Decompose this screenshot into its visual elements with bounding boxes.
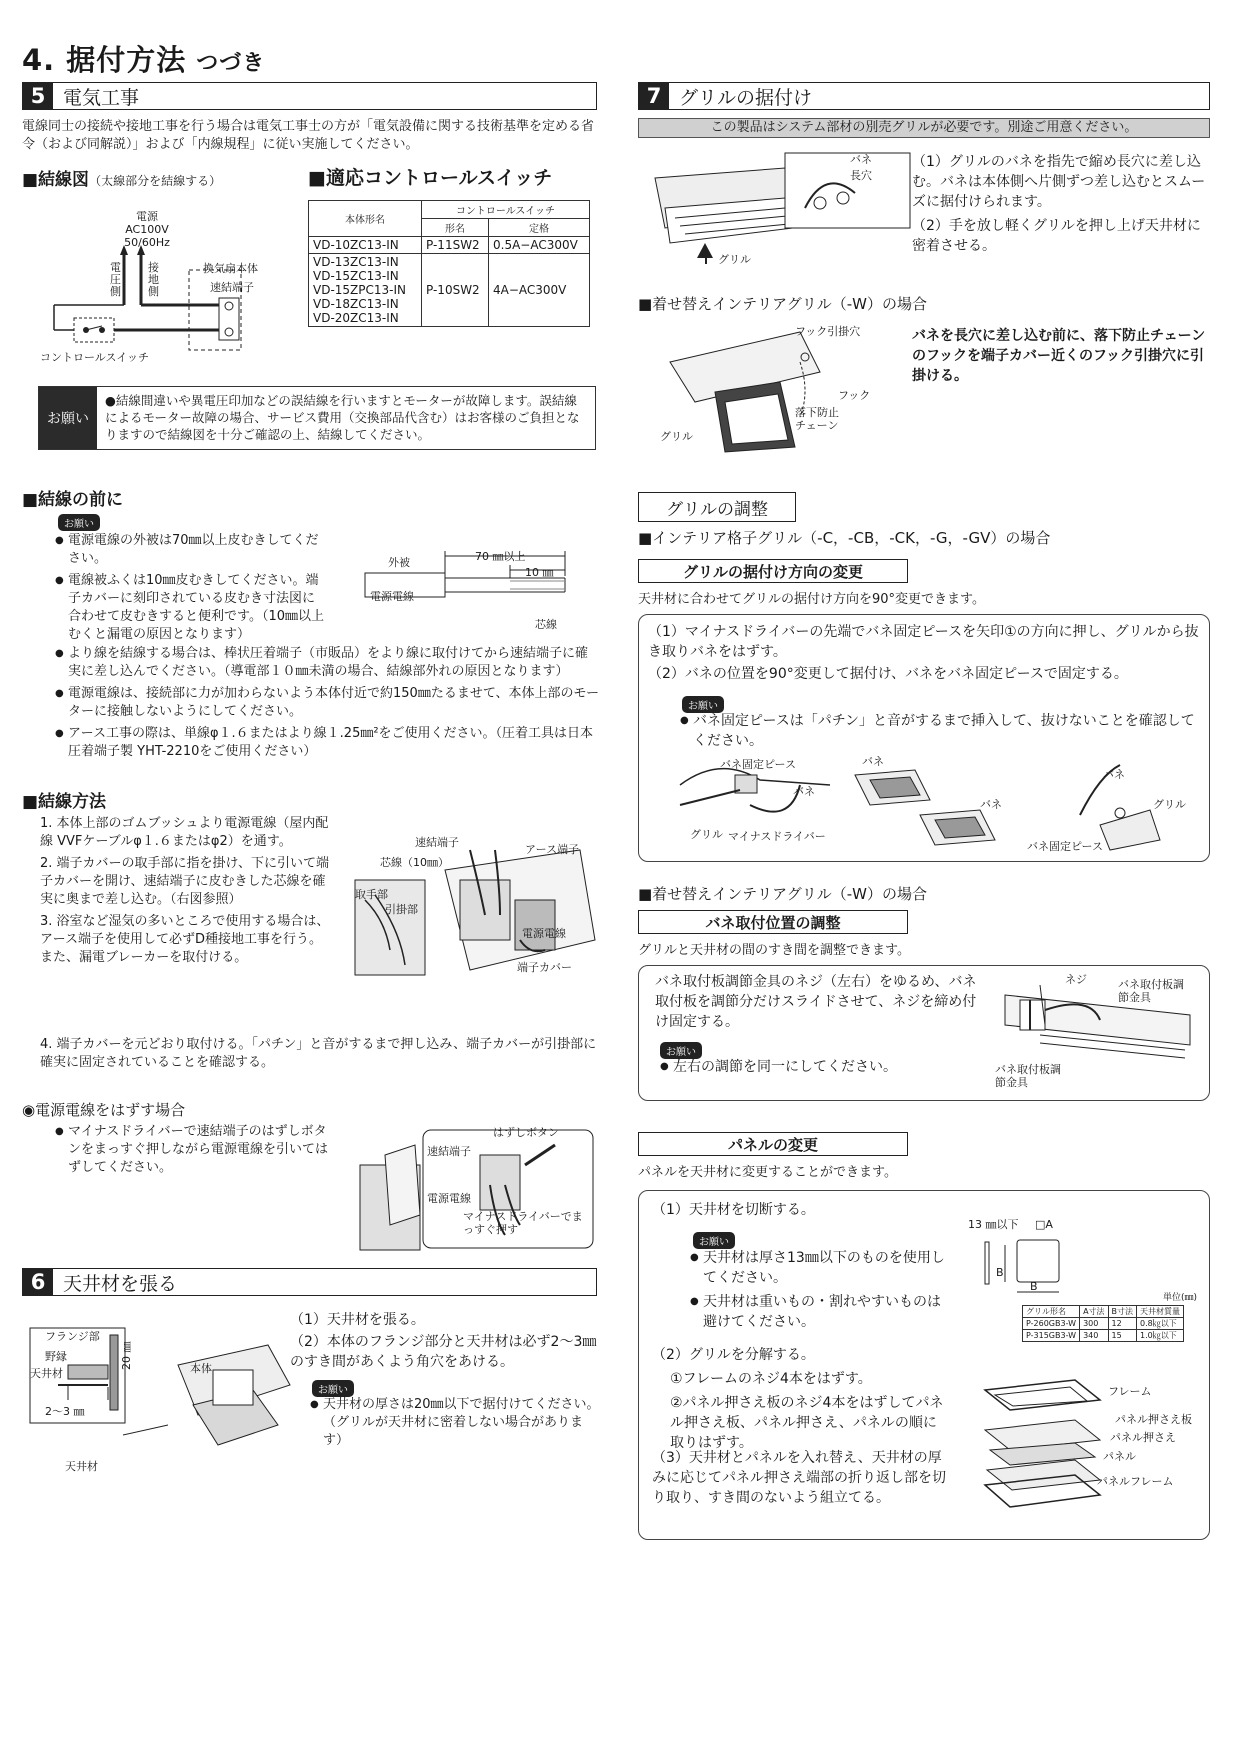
method-wire-label: 電源電線 <box>522 927 566 940</box>
table-row <box>309 254 590 327</box>
list-item: ● 電源電線は、接続部に力が加わらないよう本体付近で約150㎜たるませて、本体上部のモーターに接触しないようにしてください。 <box>55 685 600 721</box>
table-row <box>1023 1330 1184 1342</box>
dim-header: B寸法 <box>1108 1306 1137 1318</box>
panel-step-1: （1）天井材を切断する。 <box>652 1202 815 1218</box>
dim-cell: 300 <box>1080 1318 1108 1330</box>
warning-box <box>38 386 596 450</box>
ceiling-diagram <box>28 1325 293 1465</box>
panel-substeps <box>670 1369 945 1453</box>
wiring-steps-a <box>40 815 330 967</box>
earth-terminal-label: アース端子 <box>525 843 580 856</box>
onegai-tag: お願い <box>312 1380 354 1397</box>
spring-position-head: バネ取付位置の調整 <box>638 910 908 934</box>
section-7-steps <box>912 152 1210 256</box>
dim-cell: 12 <box>1108 1318 1137 1330</box>
lattice-grill-heading: ■インテリア格子グリル（-C，-CB，-CK，-G，-GV）の場合 <box>638 529 1051 547</box>
dim-header: グリル形名 <box>1023 1306 1080 1318</box>
section-5-title: 電気工事 <box>63 86 140 109</box>
driver-tool-label: マイナスドライバー <box>728 830 826 843</box>
section-6-number: 6 <box>23 1269 53 1295</box>
direction-spring-label-3: バネ <box>980 798 1002 811</box>
dim-cell: P-315GB3-W <box>1023 1330 1080 1342</box>
twenty-mm-label: 20 ㎜ <box>120 1341 133 1370</box>
sheath-label: 外被 <box>388 556 410 569</box>
terminal-cover-label: 端子カバー <box>517 961 572 974</box>
table-row <box>309 237 590 254</box>
wiring-diagram-heading <box>22 165 221 190</box>
wiring-step-4: 4. 端子カバーを元どおり取付ける。「パチン」と音がするまで押し込み、端子カバーが引掛部に確実に固定されていることを確認する。 <box>40 1037 597 1070</box>
dim-header: A寸法 <box>1080 1306 1108 1318</box>
power-ac: AC100V <box>125 223 169 236</box>
grill-step: （2）手を放し軽くグリルを押し上げ天井材に密着させる。 <box>912 218 1201 254</box>
spring-intro: グリルと天井材の間のすき間を調整できます。 <box>638 943 910 958</box>
list-item: ● マイナスドライバーで速結端子のはずしボタンをまっすぐ押しながら電源電線を引いてはずしてください。 <box>55 1123 335 1177</box>
core-wire-label: 芯線 <box>535 618 557 631</box>
interior-grill-heading-2: ■着せ替えインテリアグリル（-W）の場合 <box>638 885 927 903</box>
dim-cell: 0.8㎏以下 <box>1137 1318 1184 1330</box>
section-6-tag <box>312 1378 354 1397</box>
list-item: ● より線を結線する場合は、棒状圧着端子（市販品）をより線に取付けてから速結端子に確実に差し込んでください。（導電部１０㎜未満の場合、結線部外れの原因となります） <box>55 645 600 681</box>
screw-label: ネジ <box>1065 973 1087 986</box>
grill-label: グリル <box>718 253 751 266</box>
interior-grill-heading: ■着せ替えインテリアグリル（-W）の場合 <box>638 295 927 313</box>
control-switch-heading: ■適応コントロールスイッチ <box>308 167 553 189</box>
dim-header: 天井材質量 <box>1137 1306 1184 1318</box>
power-text: 電源 <box>136 210 158 223</box>
table-header-type: 形名 <box>422 219 489 237</box>
chain-label: 落下防止チェーン <box>795 406 839 432</box>
bracket-label: バネ取付板調節金具 <box>1118 978 1184 1004</box>
thickness-label: 13 ㎜以下 <box>968 1218 1019 1231</box>
power-label <box>112 210 182 249</box>
removal-wire-label: 電源電線 <box>427 1192 471 1205</box>
section-6-steps <box>290 1310 600 1372</box>
panel-frame-label: パネルフレーム <box>1097 1475 1174 1488</box>
section-7-header <box>638 82 1210 110</box>
wiring-step: 2. 端子カバーの取手部に指を掛け、下に引いて端子カバーを開け、速結端子に皮むきした芯線を確実に奥まで差し込む。（右図参照） <box>40 856 330 907</box>
direction-spring-label-2: バネ <box>862 755 884 768</box>
ceiling-label-bottom: 天井材 <box>65 1460 98 1473</box>
frame-label: フレーム <box>1108 1385 1152 1398</box>
panel-change-head: パネルの変更 <box>638 1132 908 1156</box>
grill-install-diagram <box>645 148 915 266</box>
panel-label: パネル <box>1103 1450 1136 1463</box>
body-label: 本体 <box>190 1362 212 1375</box>
direction-grill-label: グリル <box>690 828 723 841</box>
ceiling-step: （2）本体のフランジ部分と天井材は必ず2～3㎜のすき間があくよう角穴をあける。 <box>290 1334 597 1370</box>
model-item: VD-13ZC13-IN <box>313 255 399 269</box>
spring-notes <box>660 1057 980 1077</box>
page-title-main: 4. 据付方法 <box>22 43 187 77</box>
before-list-a <box>55 532 327 644</box>
driver-label: マイナスドライバーでまっすぐ押す <box>463 1210 583 1236</box>
list-item: ● 天井材は厚さ13㎜以下のものを使用してください。 <box>690 1248 945 1288</box>
dimension-drawing <box>975 1230 1075 1300</box>
dim-cell: 15 <box>1108 1330 1137 1342</box>
panel-notes <box>690 1248 945 1332</box>
square-a-label: □A <box>1035 1218 1053 1231</box>
panel-step-3: （3）天井材とパネルを入れ替え、天井材の厚みに応じてパネル押さえ端部の折り返し部を切り取り、すき間のないよう組立てる。 <box>652 1450 946 1506</box>
section-5-header <box>22 82 597 110</box>
hook-hole-label: フック引掛穴 <box>795 325 861 338</box>
warning-text: ●結線間違いや異電圧印加などの誤結線を行いますとモーターが故障します。誤結線によるモーター故障の場合、サービス費用（交換部品代含む）はお客様のご負担となりますので結線図を十分ご確認の上、結線してください。 <box>97 387 595 449</box>
panel-holder-label: パネル押さえ <box>1110 1431 1176 1444</box>
control-switch-table <box>308 200 590 327</box>
section-7-number: 7 <box>639 83 669 109</box>
terminal-label: 速結端子 <box>210 281 254 294</box>
direction-step: （1）マイナスドライバーの先端でバネ固定ピースを矢印①の方向に押し、グリルから抜き取りバネをはずす。 <box>648 624 1199 660</box>
section-5-number: 5 <box>23 83 53 109</box>
model-item: VD-15ZC13-IN <box>313 269 399 283</box>
direction-notes <box>680 711 1200 751</box>
dim-b-label: B <box>996 1266 1004 1279</box>
wiring-diagram-heading-text: ■結線図 <box>22 170 90 190</box>
page-title-suffix: つづき <box>196 51 266 76</box>
spring-text: バネ取付板調節金具のネジ（左右）をゆるめ、バネ取付板を調節分だけスライドさせて、ネジを締め付け固定する。 <box>655 974 977 1030</box>
table-row <box>1023 1318 1184 1330</box>
fan-body-label: 換気扇本体 <box>203 262 258 275</box>
model-item: VD-15ZPC13-IN <box>313 283 406 297</box>
chain-diagram <box>660 322 910 452</box>
before-tag <box>58 512 100 531</box>
slot-label: 長穴 <box>850 169 872 182</box>
onegai-tag: お願い <box>693 1232 735 1249</box>
release-button-label: はずしボタン <box>493 1126 559 1139</box>
wiring-method-heading: ■結線方法 <box>22 792 107 812</box>
warning-label: お願い <box>47 411 89 427</box>
list-item: ● アース工事の際は、単線φ１.６またはより線１.25㎜²をご使用ください。（圧着工具は日本圧着端子製 YHT-2210をご使用ください） <box>55 725 600 761</box>
hook-part-label: 引掛部 <box>385 903 418 916</box>
list-item: ● 電源電線の外被は70㎜以上皮むきしてください。 <box>55 532 327 568</box>
onegai-tag: お願い <box>58 514 100 531</box>
required-grill-banner: この製品はシステム部材の別売グリルが必要です。別途ご用意ください。 <box>638 118 1210 138</box>
section-6-title: 天井材を張る <box>63 1272 178 1295</box>
voltage-side-label: 電圧側 <box>110 261 121 298</box>
page-title <box>22 38 265 79</box>
table-header-model: 本体形名 <box>309 201 422 237</box>
ground-side-label: 接地側 <box>148 261 159 298</box>
onegai-tag: お願い <box>682 696 724 713</box>
direction-grill-label-2: グリル <box>1153 798 1186 811</box>
list-item: ● 左右の調節を同一にしてください。 <box>660 1057 980 1077</box>
wiring-step: 1. 本体上部のゴムブッシュより電源電線（屋内配線 VVFケーブルφ１.６またはφ2）を通す。 <box>40 816 329 849</box>
table-cell-rating: 0.5A−AC300V <box>489 237 590 254</box>
length-10-label: 10 ㎜ <box>525 566 554 579</box>
direction-steps <box>648 622 1203 684</box>
model-item: VD-20ZC13-IN <box>313 311 399 325</box>
direction-spring-label: バネ <box>793 785 815 798</box>
table-cell-models <box>309 254 422 327</box>
bracket-label-2: バネ取付板調節金具 <box>995 1063 1061 1089</box>
control-switch-label: コントロールスイッチ <box>40 351 150 364</box>
dim-cell: 1.0㎏以下 <box>1137 1330 1184 1342</box>
spring-label: バネ <box>850 153 872 166</box>
length-70-label: 70 ㎜以上 <box>475 550 526 563</box>
direction-step: （2）バネの位置を90°変更して据付け、バネをバネ固定ピースで固定する。 <box>648 666 1128 682</box>
section-7-title: グリルの据付け <box>679 86 813 109</box>
spring-piece-label-2: バネ固定ピース <box>1027 840 1104 853</box>
power-wire-label: 電源電線 <box>370 590 414 603</box>
spring-piece-label: バネ固定ピース <box>720 758 797 771</box>
power-hz: 50/60Hz <box>124 236 170 249</box>
removal-terminal-label: 速結端子 <box>427 1145 471 1158</box>
onegai-tag: お願い <box>660 1042 702 1059</box>
flange-label: フランジ部 <box>45 1330 100 1343</box>
list-item: ● 電線被ふくは10㎜皮むきしてください。端子カバーに刻印されている皮むき寸法図に合わせて皮むきすると便利です。（10㎜以上むくと漏電の原因となります） <box>55 572 327 644</box>
section-5-intro: 電線同士の接続や接地工事を行う場合は電気工事士の方が「電気設備に関する技術基準を定める省令（および同解説）」および「内線規程」に従い実施してください。 <box>22 119 595 152</box>
list-item: ● 天井材は重いもの・割れやすいものは避けてください。 <box>690 1292 945 1332</box>
grill-step: （1）グリルのバネを指先で縮め長穴に差し込む。バネは本体側へ片側ずつ差し込むとスムーズに据付けられます。 <box>912 154 1206 210</box>
handle-label: 取手部 <box>355 888 388 901</box>
chain-instruction: バネを長穴に差し込む前に、落下防止チェーンのフックを端子カバー近くのフック引掛穴に引掛ける。 <box>912 328 1206 384</box>
panel-substep: ②パネル押さえ板のネジ4本をはずしてパネル押さえ板、パネル押さえ、パネルの順に取りはずす。 <box>670 1395 944 1451</box>
gap-label: 2～3 ㎜ <box>45 1405 85 1418</box>
direction-change-head: グリルの据付け方向の変更 <box>638 559 908 583</box>
dimension-table-header <box>1023 1306 1184 1318</box>
dim-cell: 340 <box>1080 1330 1108 1342</box>
panel-intro: パネルを天井材に変更することができます。 <box>638 1165 897 1180</box>
section-6-notes <box>310 1396 600 1450</box>
list-item: ● 天井材の厚さは20㎜以下で据付けてください。（グリルが天井材に密着しない場合があります） <box>310 1396 600 1450</box>
list-item: ● バネ固定ピースは「パチン」と音がするまで挿入して、抜けないことを確認してください。 <box>680 711 1200 751</box>
panel-substep: ①フレームのネジ4本をはずす。 <box>670 1371 872 1387</box>
unit-label: 単位(㎜) <box>1163 1293 1198 1303</box>
table-cell-type: P-11SW2 <box>422 237 489 254</box>
panel-plate-label: パネル押さえ板 <box>1115 1413 1192 1426</box>
hook-label: フック <box>838 389 871 402</box>
table-cell-rating: 4A−AC300V <box>489 254 590 327</box>
table-cell-model: VD-10ZC13-IN <box>309 237 422 254</box>
dim-cell: P-260GB3-W <box>1023 1318 1080 1330</box>
removal-heading: ◉電源電線をはずす場合 <box>22 1101 186 1119</box>
panel-step-2: （2）グリルを分解する。 <box>652 1347 815 1363</box>
section-6-header <box>22 1268 597 1296</box>
grill-adjust-title: グリルの調整 <box>638 492 796 522</box>
model-item: VD-18ZC13-IN <box>313 297 399 311</box>
direction-spring-label-4: バネ <box>1103 768 1125 781</box>
table-cell-type: P-10SW2 <box>422 254 489 327</box>
table-header-rating: 定格 <box>489 219 590 237</box>
before-wiring-heading: ■結線の前に <box>22 490 124 510</box>
noen-label: 野縁 <box>45 1350 67 1363</box>
panel-tag <box>693 1230 735 1249</box>
wiring-step: 3. 浴室など湿気の多いところで使用する場合は、アース端子を使用して必ずD種接地工事を行う。また、漏電ブレーカーを取付ける。 <box>40 914 330 965</box>
dimension-table <box>1022 1305 1184 1342</box>
table-header-switch: コントロールスイッチ <box>422 201 590 219</box>
interior-grill-label: グリル <box>660 430 693 443</box>
before-list-b <box>55 645 600 761</box>
dim-b-label-2: B <box>1030 1280 1038 1293</box>
wiring-diagram-note: （太線部分を結線する） <box>89 174 222 188</box>
direction-intro: 天井材に合わせてグリルの据付け方向を90°変更できます。 <box>638 592 986 607</box>
method-terminal-label: 速結端子 <box>415 836 459 849</box>
removal-list <box>55 1123 335 1177</box>
exploded-view <box>975 1375 1105 1515</box>
ceiling-label: 天井材 <box>30 1367 63 1380</box>
ceiling-step: （1）天井材を張る。 <box>290 1312 425 1328</box>
method-core-label: 芯線（10㎜） <box>380 856 449 869</box>
